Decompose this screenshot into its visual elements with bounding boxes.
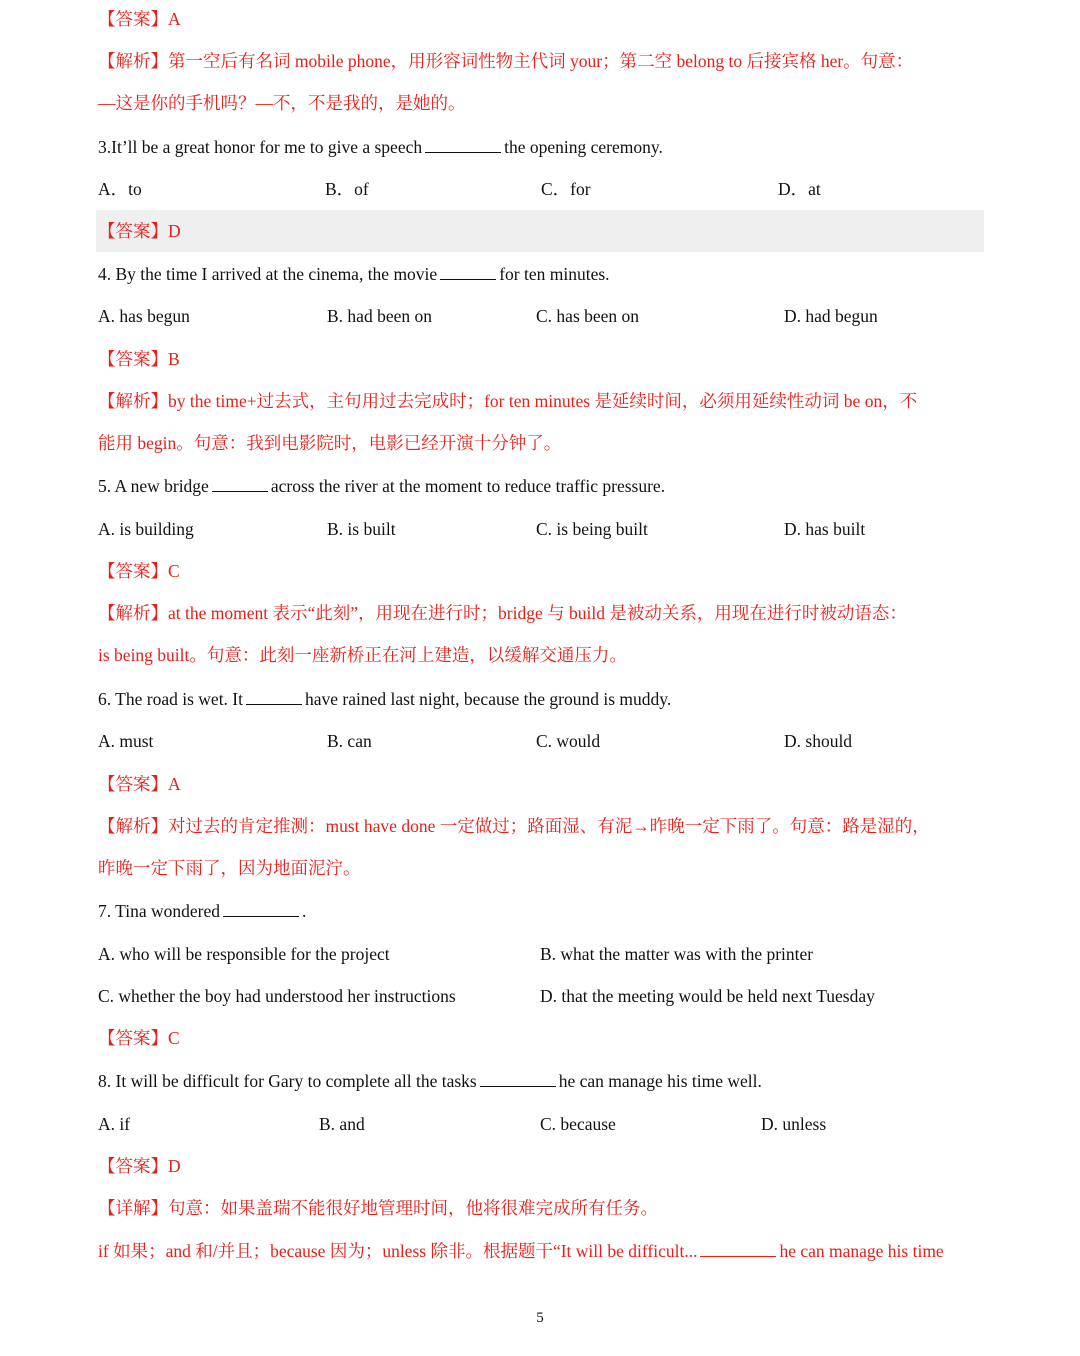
option-a: A. must: [98, 731, 154, 751]
option-c: C. because: [540, 1114, 616, 1134]
answer-6: 【答案】A: [98, 774, 181, 794]
answer-blank: [425, 136, 501, 153]
option-c: C. whether the boy had understood her instructions: [98, 986, 456, 1006]
option-d: D. that the meeting would be held next Tuesday: [540, 986, 875, 1006]
analysis-5-line2: is being built。句意：此刻一座新桥正在河上建造，以缓解交通压力。: [98, 645, 627, 665]
analysis-prev-line2: —这是你的手机吗？—不，不是我的，是她的。: [98, 93, 466, 113]
answer-blank: [212, 475, 268, 492]
answer-blank: [223, 900, 299, 917]
analysis-6-line2: 昨晚一定下雨了，因为地面泥泞。: [98, 858, 361, 878]
question-6-stem: 6. The road is wet. It have rained last night, because the ground is muddy.: [98, 689, 672, 709]
option-b: B. can: [327, 731, 372, 751]
option-a: A. who will be responsible for the project: [98, 944, 390, 964]
answer-8: 【答案】D: [98, 1156, 181, 1176]
option-b: B. and: [319, 1114, 365, 1134]
option-d: D. should: [784, 731, 853, 751]
answer-blank: [246, 688, 302, 705]
analysis-prev-line1: 【解析】第一空后有名词 mobile phone，用形容词性物主代词 your；第二空 belong to 后接宾格 her。句意：: [98, 51, 914, 71]
option-c: C．for: [541, 179, 591, 199]
option-a: A．to: [98, 179, 142, 199]
option-d: D. has built: [784, 519, 866, 539]
option-b: B．of: [325, 179, 369, 199]
option-a: A. is building: [98, 519, 194, 539]
option-a: A. if: [98, 1114, 131, 1134]
option-c: C. has been on: [536, 306, 640, 326]
analysis-6-line1: 【解析】对过去的肯定推测：must have done 一定做过；路面湿、有泥→昨晚一定下雨了。句意：路是湿的，: [98, 816, 930, 836]
question-8-options: [98, 1103, 984, 1145]
question-5-options: [98, 508, 984, 550]
answer-blank: [480, 1070, 556, 1087]
option-b: B. what the matter was with the printer: [540, 944, 814, 964]
question-3-stem: 3.It’ll be a great honor for me to give a speech the opening ceremony.: [98, 137, 663, 157]
option-d: D. had begun: [784, 306, 878, 326]
question-7-stem: 7. Tina wondered .: [98, 901, 307, 921]
answer-5: 【答案】C: [98, 561, 180, 581]
page-number: 5: [536, 1310, 544, 1326]
answer-3: 【答案】D: [96, 210, 984, 252]
answer-prev: 【答案】A: [98, 9, 181, 29]
analysis-4-line2: 能用 begin。句意：我到电影院时，电影已经开演十分钟了。: [98, 433, 562, 453]
question-4-options: [98, 295, 984, 337]
option-d: D. unless: [761, 1114, 827, 1134]
option-c: C. would: [536, 731, 601, 751]
analysis-5-line1: 【解析】at the moment 表示“此刻”，用现在进行时；bridge 与 build 是被动关系，用现在进行时被动语态：: [98, 603, 907, 623]
answer-4: 【答案】B: [98, 349, 180, 369]
question-7-options-row1: [98, 933, 984, 975]
answer-blank: [700, 1240, 776, 1257]
option-d: D．at: [778, 179, 821, 199]
question-8-stem: 8. It will be difficult for Gary to complete all the tasks he can manage his time well.: [98, 1071, 762, 1091]
detail-8-line1: 【详解】句意：如果盖瑞不能很好地管理时间，他将很难完成所有任务。: [98, 1198, 658, 1218]
option-a: A. has begun: [98, 306, 190, 326]
question-3-options: [98, 168, 984, 210]
answer-7: 【答案】C: [98, 1028, 180, 1048]
question-5-stem: 5. A new bridge across the river at the moment to reduce traffic pressure.: [98, 476, 666, 496]
question-4-stem: 4. By the time I arrived at the cinema, the movie for ten minutes.: [98, 264, 610, 284]
answer-blank: [440, 263, 496, 280]
option-c: C. is being built: [536, 519, 648, 539]
option-b: B. is built: [327, 519, 396, 539]
option-b: B. had been on: [327, 306, 432, 326]
analysis-4-line1: 【解析】by the time+过去式，主句用过去完成时；for ten minutes 是延续时间，必须用延续性动词 be on，不: [98, 391, 918, 411]
question-6-options: [98, 720, 984, 762]
question-7-options-row2: [98, 975, 984, 1017]
detail-8-line2: if 如果；and 和/并且；because 因为；unless 除非。根据题干“It will be difficult... he can manage his time: [98, 1241, 944, 1261]
